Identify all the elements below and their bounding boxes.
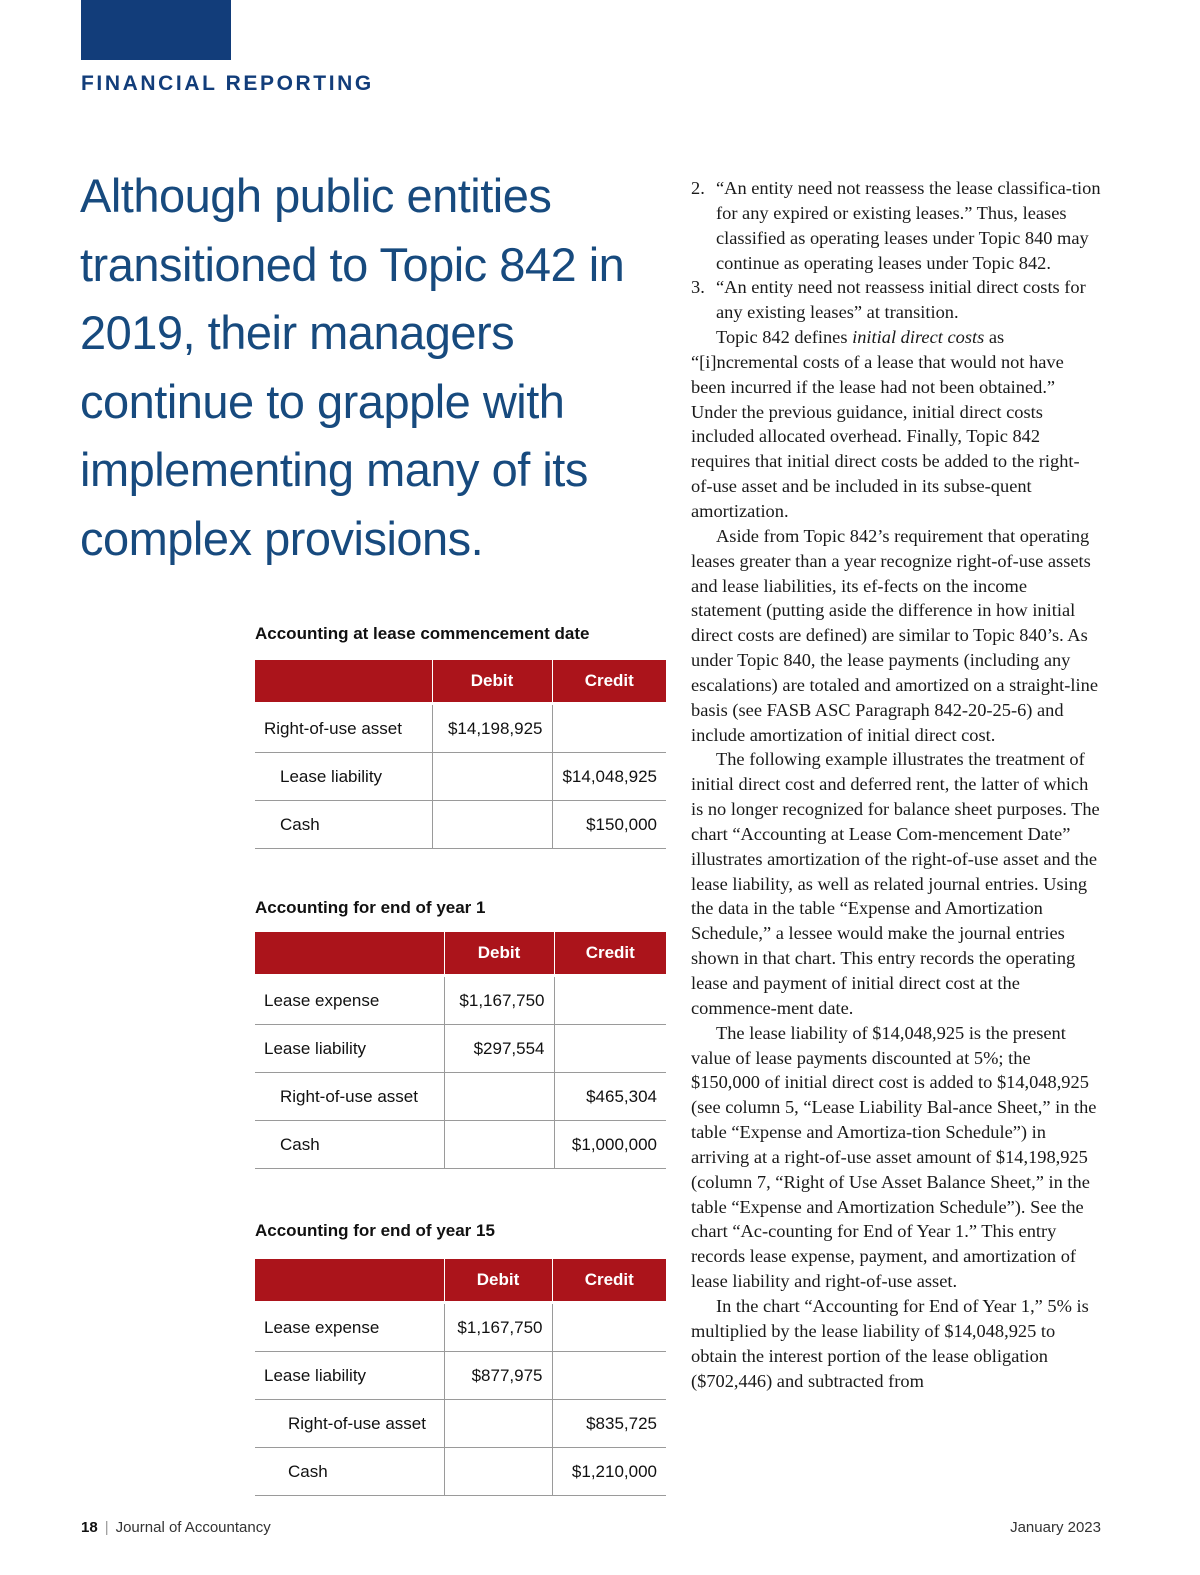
paragraph-text: as “[i]ncremental costs of a lease that would not have been incurred if the lease had not been obtained.” Under the previous guidance, initial direct costs included allocated overhead. Finally, Topic 842 requires that initial direct costs be added to the right-of-use asset and be included in its subse-quent amortization. bbox=[691, 327, 1080, 521]
list-item bbox=[691, 176, 1101, 275]
list-number: 3. bbox=[691, 277, 705, 298]
column-header-credit: Credit bbox=[552, 660, 666, 704]
credit-cell: $1,210,000 bbox=[552, 1448, 666, 1496]
footer-separator: | bbox=[104, 1519, 109, 1536]
table-row bbox=[255, 801, 666, 849]
credit-cell bbox=[552, 1352, 666, 1400]
debit-cell bbox=[432, 801, 552, 849]
body-column bbox=[691, 176, 1101, 1393]
table-row bbox=[255, 753, 666, 801]
page-number: 18 bbox=[81, 1519, 98, 1536]
account-cell: Lease liability bbox=[255, 753, 432, 801]
column-header-account bbox=[255, 932, 444, 976]
debit-cell: $297,554 bbox=[444, 1025, 554, 1073]
debit-cell bbox=[444, 1448, 552, 1496]
paragraph: The following example illustrates the treatment of initial direct cost and deferred rent, the latter of which is no longer recognized for balance sheet purposes. The chart “Accounting at Lease Com-mencement Date” illustrates amortization of the right-of-use asset and the lease liability, as well as related journal entries. Using the data in the table “Expense and Amortization Schedule,” a lessee would make the journal entries shown in that chart. This entry records the operating lease and payment of initial direct cost at the commence-ment date. bbox=[691, 749, 1100, 1018]
debit-cell bbox=[444, 1400, 552, 1448]
account-cell: Lease expense bbox=[255, 976, 444, 1025]
defined-term: initial direct costs bbox=[852, 327, 985, 348]
credit-cell: $1,000,000 bbox=[554, 1121, 666, 1169]
debit-cell: $1,167,750 bbox=[444, 1303, 552, 1352]
credit-cell bbox=[554, 976, 666, 1025]
column-header-debit: Debit bbox=[444, 1259, 552, 1303]
account-cell: Cash bbox=[255, 1448, 444, 1496]
column-header-account bbox=[255, 660, 432, 704]
table-year1 bbox=[255, 932, 666, 1169]
debit-cell bbox=[432, 753, 552, 801]
debit-cell: $14,198,925 bbox=[432, 704, 552, 753]
paragraph-text: Topic 842 defines bbox=[716, 327, 853, 348]
account-cell: Right-of-use asset bbox=[255, 1073, 444, 1121]
paragraph: Aside from Topic 842’s requirement that operating leases greater than a year recognize right-of-use assets and lease liabilities, its ef-fects on the income statement (putting aside the difference in how initial direct costs are defined) are similar to Topic 840’s. As under Topic 840, the lease payments (including any escalations) are totaled and amortized on a straight-line basis (see FASB ASC Paragraph 842-20-25-6) and include amortization of initial direct cost. bbox=[691, 525, 1098, 745]
account-cell: Right-of-use asset bbox=[255, 1400, 444, 1448]
column-header-credit: Credit bbox=[552, 1259, 666, 1303]
table-row bbox=[255, 976, 666, 1025]
table-row bbox=[255, 704, 666, 753]
table-row bbox=[255, 1352, 666, 1400]
list-item bbox=[691, 275, 1101, 325]
footer-left bbox=[81, 1519, 271, 1536]
paragraph bbox=[691, 325, 1101, 524]
credit-cell: $150,000 bbox=[552, 801, 666, 849]
credit-cell bbox=[554, 1025, 666, 1073]
list-text: “An entity need not reassess the lease classifica-tion for any expired or existing leases.” Thus, leases classified as operating leases under Topic 840 may continue as operating leases under Topic 842. bbox=[716, 178, 1101, 273]
table-row bbox=[255, 1448, 666, 1496]
table-row bbox=[255, 1400, 666, 1448]
credit-cell: $835,725 bbox=[552, 1400, 666, 1448]
table-row bbox=[255, 1025, 666, 1073]
table-title-year1: Accounting for end of year 1 bbox=[255, 898, 486, 917]
credit-cell: $465,304 bbox=[554, 1073, 666, 1121]
table-title-commencement: Accounting at lease commencement date bbox=[255, 624, 590, 643]
list-number: 2. bbox=[691, 178, 705, 198]
debit-cell bbox=[444, 1121, 554, 1169]
issue-date: January 2023 bbox=[1010, 1519, 1101, 1536]
table-year15 bbox=[255, 1259, 666, 1496]
account-cell: Lease liability bbox=[255, 1352, 444, 1400]
debit-cell bbox=[444, 1073, 554, 1121]
credit-cell bbox=[552, 1303, 666, 1352]
account-cell: Cash bbox=[255, 1121, 444, 1169]
account-cell: Lease liability bbox=[255, 1025, 444, 1073]
column-header-debit: Debit bbox=[432, 660, 552, 704]
publication-name: Journal of Accountancy bbox=[115, 1519, 271, 1536]
column-header-debit: Debit bbox=[444, 932, 554, 976]
paragraph: In the chart “Accounting for End of Year 1,” 5% is multiplied by the lease liability of $14,048,925 to obtain the interest portion of the lease obligation ($702,446) and subtracted from bbox=[691, 1295, 1089, 1391]
table-row bbox=[255, 1303, 666, 1352]
table-title-year15: Accounting for end of year 15 bbox=[255, 1221, 495, 1240]
table-commencement bbox=[255, 660, 666, 849]
credit-cell bbox=[552, 704, 666, 753]
credit-cell: $14,048,925 bbox=[552, 753, 666, 801]
table-row bbox=[255, 1073, 666, 1121]
debit-cell: $1,167,750 bbox=[444, 976, 554, 1025]
column-header-account bbox=[255, 1259, 444, 1303]
account-cell: Lease expense bbox=[255, 1303, 444, 1352]
account-cell: Cash bbox=[255, 801, 432, 849]
debit-cell: $877,975 bbox=[444, 1352, 552, 1400]
list-text: “An entity need not reassess initial direct costs for any existing leases” at transition. bbox=[716, 277, 1086, 323]
account-cell: Right-of-use asset bbox=[255, 704, 432, 753]
header-color-block bbox=[81, 0, 231, 60]
paragraph: The lease liability of $14,048,925 is the present value of lease payments discounted at 5%; the $150,000 of initial direct cost is added to $14,048,925 (see column 5, “Lease Liability Bal-ance Sheet,” in the table “Expense and Amortiza-tion Schedule”) in arriving at a right-of-use asset amount of $14,198,925 (column 7, “Right of Use Asset Balance Sheet,” in the table “Expense and Amortization Schedule”). See the chart “Ac-counting for End of Year 1.” This entry records lease expense, payment, and amortization of lease liability and right-of-use asset. bbox=[691, 1022, 1097, 1292]
table-row bbox=[255, 1121, 666, 1169]
column-header-credit: Credit bbox=[554, 932, 666, 976]
pull-quote: Although public entities transitioned to Topic 842 in 2019, their managers continue to grapple with implementing many of its complex provisions. bbox=[80, 169, 625, 565]
section-label: FINANCIAL REPORTING bbox=[81, 72, 374, 95]
